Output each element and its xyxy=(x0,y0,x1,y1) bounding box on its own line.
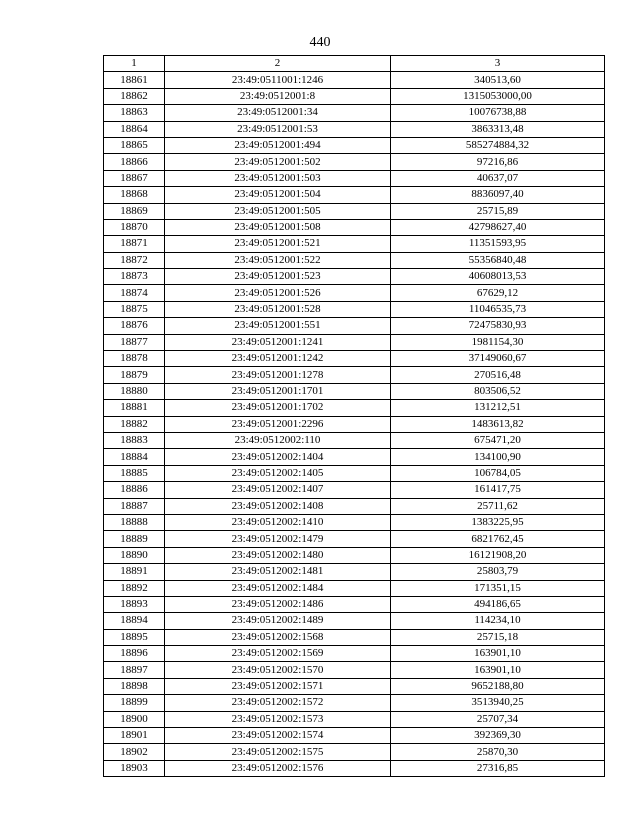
row-number-cell: 18891 xyxy=(104,564,165,580)
cadastral-number-cell: 23:49:0512002:1410 xyxy=(165,514,391,530)
value-cell: 97216,86 xyxy=(391,154,605,170)
cadastral-number-cell: 23:49:0512002:1568 xyxy=(165,629,391,645)
value-cell: 106784,05 xyxy=(391,465,605,481)
table-row xyxy=(104,351,605,367)
table-row xyxy=(104,760,605,776)
row-number-cell: 18867 xyxy=(104,170,165,186)
cadastral-number-cell: 23:49:0512002:1570 xyxy=(165,662,391,678)
cadastral-number-cell: 23:49:0512002:1486 xyxy=(165,596,391,612)
cadastral-number-cell: 23:49:0512002:1407 xyxy=(165,482,391,498)
row-number-cell: 18900 xyxy=(104,711,165,727)
row-number-cell: 18878 xyxy=(104,351,165,367)
row-number-cell: 18887 xyxy=(104,498,165,514)
value-cell: 131212,51 xyxy=(391,400,605,416)
table-row xyxy=(104,400,605,416)
value-cell: 494186,65 xyxy=(391,596,605,612)
cadastral-number-cell: 23:49:0512002:1404 xyxy=(165,449,391,465)
table-row xyxy=(104,728,605,744)
value-cell: 163901,10 xyxy=(391,662,605,678)
row-number-cell: 18889 xyxy=(104,531,165,547)
cadastral-number-cell: 23:49:0512002:1489 xyxy=(165,613,391,629)
row-number-cell: 18870 xyxy=(104,219,165,235)
cadastral-number-cell: 23:49:0512001:53 xyxy=(165,121,391,137)
value-cell: 340513,60 xyxy=(391,72,605,88)
value-cell: 161417,75 xyxy=(391,482,605,498)
row-number-cell: 18876 xyxy=(104,318,165,334)
table-row xyxy=(104,531,605,547)
row-number-cell: 18881 xyxy=(104,400,165,416)
row-number-cell: 18874 xyxy=(104,285,165,301)
cadastral-number-cell: 23:49:0512002:1479 xyxy=(165,531,391,547)
column-header-1: 1 xyxy=(104,56,165,72)
value-cell: 72475830,93 xyxy=(391,318,605,334)
row-number-cell: 18880 xyxy=(104,383,165,399)
row-number-cell: 18861 xyxy=(104,72,165,88)
table-row xyxy=(104,547,605,563)
table-row xyxy=(104,301,605,317)
value-cell: 270516,48 xyxy=(391,367,605,383)
row-number-cell: 18892 xyxy=(104,580,165,596)
cadastral-number-cell: 23:49:0512001:521 xyxy=(165,236,391,252)
table-row xyxy=(104,367,605,383)
table-row xyxy=(104,580,605,596)
table-row xyxy=(104,187,605,203)
table-row xyxy=(104,383,605,399)
table-row xyxy=(104,678,605,694)
value-cell: 10076738,88 xyxy=(391,105,605,121)
cadastral-number-cell: 23:49:0512002:1576 xyxy=(165,760,391,776)
table-row xyxy=(104,629,605,645)
cadastral-number-cell: 23:49:0512002:1571 xyxy=(165,678,391,694)
cadastral-number-cell: 23:49:0512001:505 xyxy=(165,203,391,219)
value-cell: 27316,85 xyxy=(391,760,605,776)
table-header xyxy=(104,56,605,72)
cadastral-number-cell: 23:49:0512001:523 xyxy=(165,269,391,285)
table-row xyxy=(104,465,605,481)
value-cell: 25711,62 xyxy=(391,498,605,514)
table-row xyxy=(104,564,605,580)
cadastral-number-cell: 23:49:0512001:504 xyxy=(165,187,391,203)
value-cell: 171351,15 xyxy=(391,580,605,596)
row-number-cell: 18903 xyxy=(104,760,165,776)
cadastral-number-cell: 23:49:0512001:494 xyxy=(165,137,391,153)
table-row xyxy=(104,695,605,711)
table-row xyxy=(104,285,605,301)
table-row xyxy=(104,170,605,186)
table-row xyxy=(104,416,605,432)
row-number-cell: 18868 xyxy=(104,187,165,203)
table-row xyxy=(104,498,605,514)
row-number-cell: 18884 xyxy=(104,449,165,465)
value-cell: 1483613,82 xyxy=(391,416,605,432)
row-number-cell: 18888 xyxy=(104,514,165,530)
cadastral-number-cell: 23:49:0512001:34 xyxy=(165,105,391,121)
value-cell: 40637,07 xyxy=(391,170,605,186)
row-number-cell: 18866 xyxy=(104,154,165,170)
value-cell: 55356840,48 xyxy=(391,252,605,268)
cadastral-number-cell: 23:49:0512002:1408 xyxy=(165,498,391,514)
row-number-cell: 18902 xyxy=(104,744,165,760)
table-row xyxy=(104,744,605,760)
cadastral-number-cell: 23:49:0512001:2296 xyxy=(165,416,391,432)
cadastral-number-cell: 23:49:0512001:1701 xyxy=(165,383,391,399)
cadastral-number-cell: 23:49:0512001:1241 xyxy=(165,334,391,350)
table-row xyxy=(104,711,605,727)
cadastral-number-cell: 23:49:0512001:508 xyxy=(165,219,391,235)
row-number-cell: 18901 xyxy=(104,728,165,744)
cadastral-value-table xyxy=(103,55,605,777)
table-row xyxy=(104,219,605,235)
value-cell: 9652188,80 xyxy=(391,678,605,694)
cadastral-number-cell: 23:49:0511001:1246 xyxy=(165,72,391,88)
row-number-cell: 18895 xyxy=(104,629,165,645)
row-number-cell: 18885 xyxy=(104,465,165,481)
value-cell: 1315053000,00 xyxy=(391,88,605,104)
table-row xyxy=(104,154,605,170)
row-number-cell: 18893 xyxy=(104,596,165,612)
cadastral-number-cell: 23:49:0512002:110 xyxy=(165,432,391,448)
value-cell: 3863313,48 xyxy=(391,121,605,137)
value-cell: 803506,52 xyxy=(391,383,605,399)
header-row xyxy=(104,56,605,72)
row-number-cell: 18875 xyxy=(104,301,165,317)
row-number-cell: 18869 xyxy=(104,203,165,219)
value-cell: 25707,34 xyxy=(391,711,605,727)
table-row xyxy=(104,252,605,268)
value-cell: 25803,79 xyxy=(391,564,605,580)
cadastral-number-cell: 23:49:0512002:1405 xyxy=(165,465,391,481)
row-number-cell: 18886 xyxy=(104,482,165,498)
value-cell: 163901,10 xyxy=(391,646,605,662)
value-cell: 3513940,25 xyxy=(391,695,605,711)
value-cell: 42798627,40 xyxy=(391,219,605,235)
cadastral-number-cell: 23:49:0512002:1481 xyxy=(165,564,391,580)
value-cell: 37149060,67 xyxy=(391,351,605,367)
row-number-cell: 18863 xyxy=(104,105,165,121)
table-row xyxy=(104,105,605,121)
table-row xyxy=(104,121,605,137)
value-cell: 16121908,20 xyxy=(391,547,605,563)
cadastral-number-cell: 23:49:0512002:1573 xyxy=(165,711,391,727)
row-number-cell: 18879 xyxy=(104,367,165,383)
cadastral-number-cell: 23:49:0512002:1480 xyxy=(165,547,391,563)
cadastral-number-cell: 23:49:0512001:526 xyxy=(165,285,391,301)
cadastral-number-cell: 23:49:0512001:1702 xyxy=(165,400,391,416)
table-row xyxy=(104,334,605,350)
row-number-cell: 18894 xyxy=(104,613,165,629)
row-number-cell: 18890 xyxy=(104,547,165,563)
value-cell: 67629,12 xyxy=(391,285,605,301)
row-number-cell: 18882 xyxy=(104,416,165,432)
value-cell: 11046535,73 xyxy=(391,301,605,317)
column-header-3: 3 xyxy=(391,56,605,72)
value-cell: 8836097,40 xyxy=(391,187,605,203)
row-number-cell: 18872 xyxy=(104,252,165,268)
cadastral-number-cell: 23:49:0512001:502 xyxy=(165,154,391,170)
row-number-cell: 18897 xyxy=(104,662,165,678)
row-number-cell: 18871 xyxy=(104,236,165,252)
cadastral-number-cell: 23:49:0512002:1484 xyxy=(165,580,391,596)
column-header-2: 2 xyxy=(165,56,391,72)
row-number-cell: 18862 xyxy=(104,88,165,104)
value-cell: 25715,18 xyxy=(391,629,605,645)
row-number-cell: 18898 xyxy=(104,678,165,694)
value-cell: 1981154,30 xyxy=(391,334,605,350)
cadastral-number-cell: 23:49:0512002:1569 xyxy=(165,646,391,662)
cadastral-number-cell: 23:49:0512001:503 xyxy=(165,170,391,186)
table-row xyxy=(104,236,605,252)
table-row xyxy=(104,269,605,285)
row-number-cell: 18864 xyxy=(104,121,165,137)
row-number-cell: 18873 xyxy=(104,269,165,285)
value-cell: 392369,30 xyxy=(391,728,605,744)
value-cell: 1383225,95 xyxy=(391,514,605,530)
table-row xyxy=(104,432,605,448)
row-number-cell: 18896 xyxy=(104,646,165,662)
cadastral-number-cell: 23:49:0512001:522 xyxy=(165,252,391,268)
table-row xyxy=(104,514,605,530)
value-cell: 25715,89 xyxy=(391,203,605,219)
cadastral-number-cell: 23:49:0512002:1575 xyxy=(165,744,391,760)
cadastral-number-cell: 23:49:0512001:551 xyxy=(165,318,391,334)
table-row xyxy=(104,72,605,88)
value-cell: 6821762,45 xyxy=(391,531,605,547)
cadastral-number-cell: 23:49:0512002:1572 xyxy=(165,695,391,711)
row-number-cell: 18899 xyxy=(104,695,165,711)
table-body xyxy=(104,72,605,777)
table-row xyxy=(104,482,605,498)
table-row xyxy=(104,318,605,334)
table-row xyxy=(104,137,605,153)
table-row xyxy=(104,596,605,612)
value-cell: 675471,20 xyxy=(391,432,605,448)
table-row xyxy=(104,88,605,104)
row-number-cell: 18865 xyxy=(104,137,165,153)
table-row xyxy=(104,662,605,678)
cadastral-number-cell: 23:49:0512001:8 xyxy=(165,88,391,104)
row-number-cell: 18883 xyxy=(104,432,165,448)
cadastral-number-cell: 23:49:0512002:1574 xyxy=(165,728,391,744)
value-cell: 25870,30 xyxy=(391,744,605,760)
table-row xyxy=(104,613,605,629)
cadastral-number-cell: 23:49:0512001:528 xyxy=(165,301,391,317)
cadastral-number-cell: 23:49:0512001:1278 xyxy=(165,367,391,383)
value-cell: 114234,10 xyxy=(391,613,605,629)
cadastral-number-cell: 23:49:0512001:1242 xyxy=(165,351,391,367)
value-cell: 40608013,53 xyxy=(391,269,605,285)
table-row xyxy=(104,203,605,219)
table-row xyxy=(104,646,605,662)
value-cell: 585274884,32 xyxy=(391,137,605,153)
value-cell: 11351593,95 xyxy=(391,236,605,252)
table-row xyxy=(104,449,605,465)
row-number-cell: 18877 xyxy=(104,334,165,350)
page-number: 440 xyxy=(309,35,331,50)
value-cell: 134100,90 xyxy=(391,449,605,465)
